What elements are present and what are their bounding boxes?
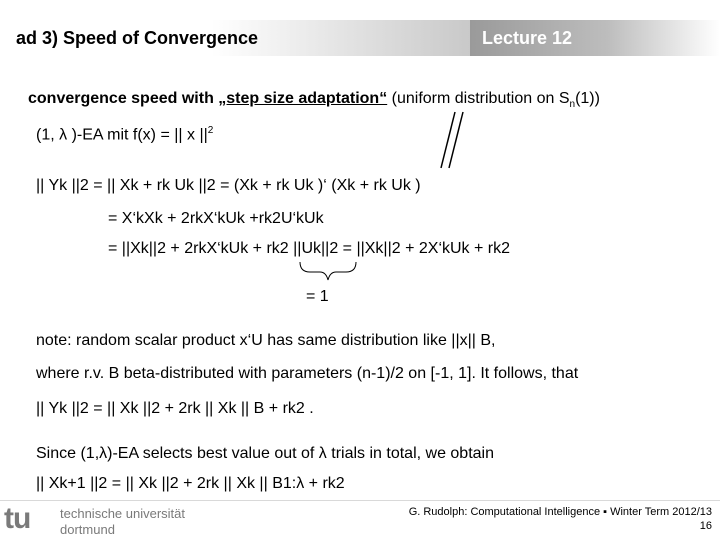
footer-credit-text: G. Rudolph: Computational Intelligence ▪ Winter Term 2012/13 (408, 506, 712, 518)
page-number: 16 (699, 520, 712, 532)
heading-rest-text: (uniform distribution on S (387, 90, 570, 107)
equation-2: = X‘kXk + 2rkX‘kUk +rk2U‘kUk (108, 210, 324, 227)
note-line-2: where r.v. B beta-distributed with parameters (n-1)/2 on [-1, 1]. It follows, that (36, 365, 579, 382)
heading-line (28, 90, 600, 110)
equation-5: || Xk+1 ||2 = || Xk ||2 + 2rk || Xk || B1:λ + rk2 (36, 475, 345, 492)
university-name-line1: technische universität (60, 506, 186, 521)
equation-1: || Yk ||2 = || Xk + rk Uk ||2 = (Xk + rk Uk )‘ (Xk + rk Uk ) (36, 177, 421, 194)
university-logo (0, 500, 210, 540)
equation-3: = ||Xk||2 + 2rkX‘kUk + rk2 ||Uk||2 = ||Xk||2 + 2X‘kUk + rk2 (108, 240, 511, 257)
heading-underlined-text: „step size adaptation“ (218, 90, 388, 107)
header-lecture-bar (470, 20, 720, 56)
ea-definition-sup: 2 (207, 125, 214, 136)
header-title-bar (0, 20, 470, 56)
lecture-label: Lecture 12 (482, 28, 573, 48)
slide-title: ad 3) Speed of Convergence (16, 28, 259, 48)
ea-definition-line (36, 125, 213, 144)
university-name-line2: dortmund (60, 522, 115, 537)
heading-sub: n (569, 99, 576, 111)
footer-credit (409, 505, 712, 533)
underbrace-value: = 1 (306, 288, 329, 305)
university-name (60, 506, 185, 538)
tu-logo-mark: tu (4, 502, 31, 535)
heading-bold-text: convergence speed with (28, 90, 219, 107)
note-line-1: note: random scalar product x‘U has same distribution like ||x|| B, (36, 332, 496, 349)
equation-4: || Yk ||2 = || Xk ||2 + 2rk || Xk || B + rk2 . (36, 400, 314, 417)
since-line: Since (1,λ)-EA selects best value out of λ trials in total, we obtain (36, 445, 494, 462)
ea-definition-text: (1, λ )-EA mit f(x) = || x || (36, 126, 208, 144)
heading-end-text: (1)) (575, 90, 600, 107)
